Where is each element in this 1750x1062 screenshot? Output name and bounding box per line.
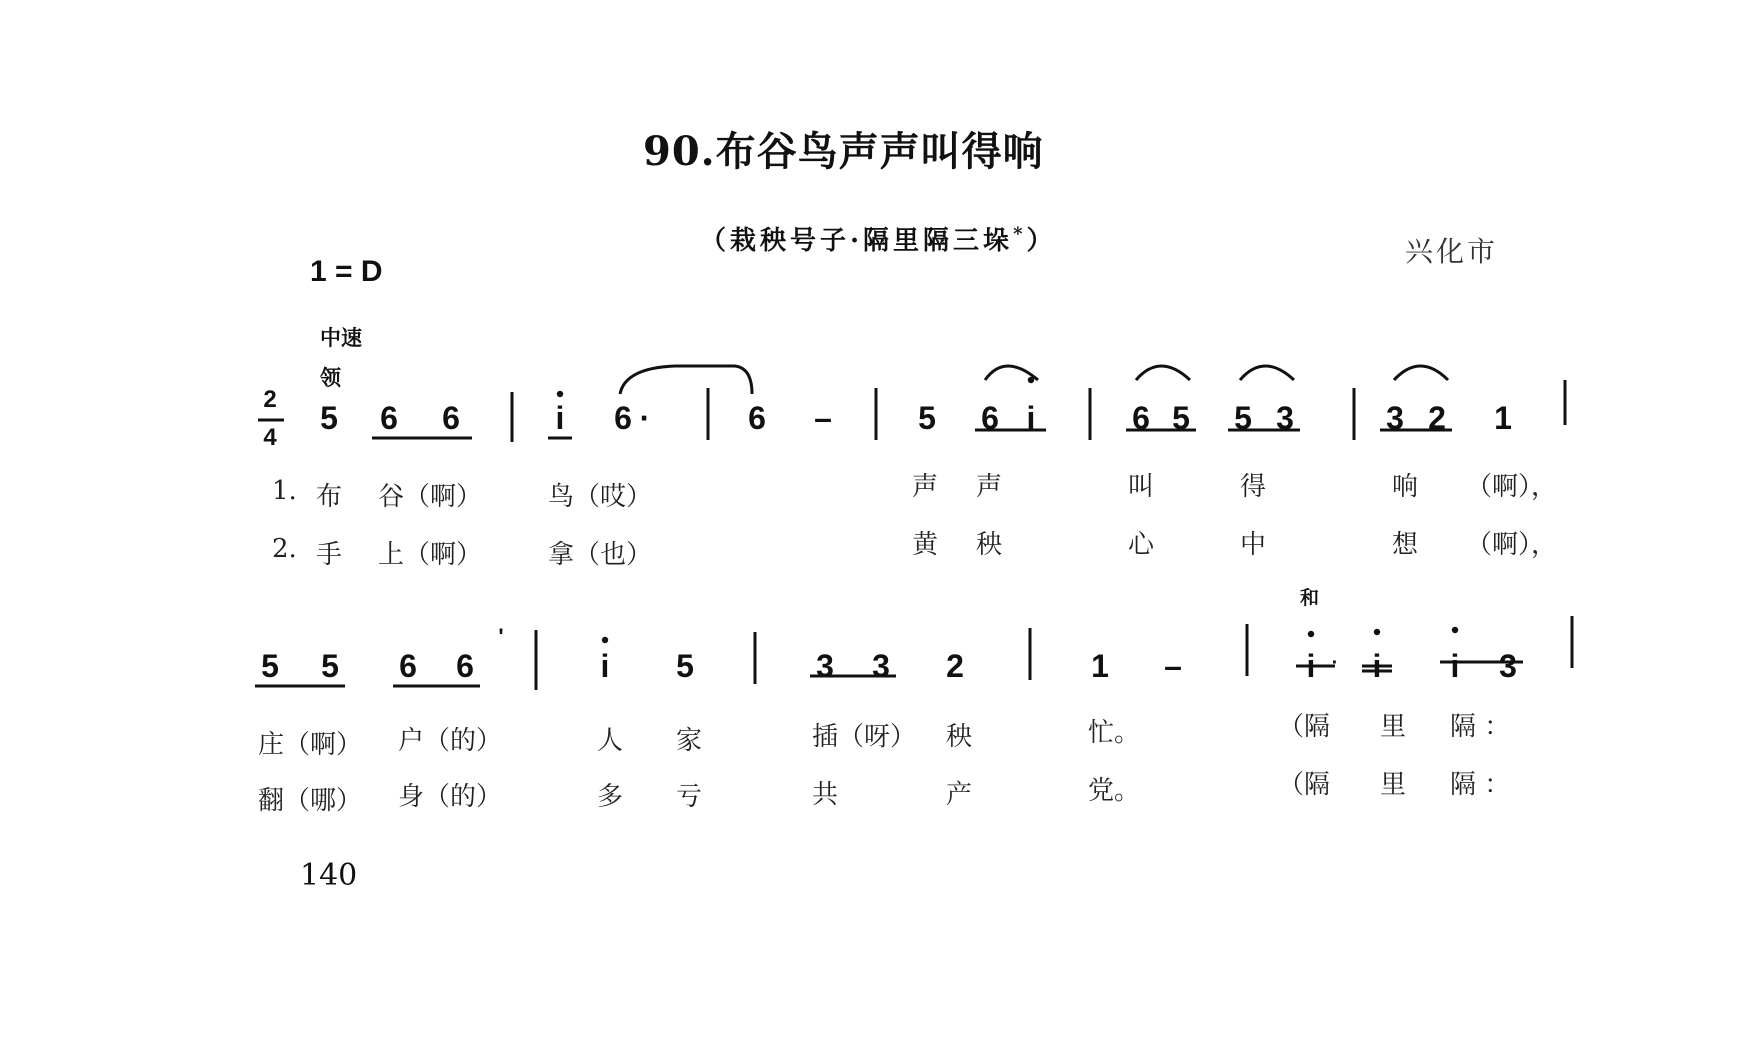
- lyric: （隔: [1278, 770, 1331, 800]
- note: 5: [321, 648, 339, 684]
- lyric: 手: [316, 540, 343, 570]
- note: 3: [1276, 400, 1294, 436]
- note: 6: [614, 400, 632, 436]
- lyric: 多: [597, 782, 624, 812]
- lyric: 里: [1380, 770, 1407, 800]
- lyric: 声: [912, 472, 939, 502]
- lyric: 隔 ：: [1450, 712, 1511, 742]
- slur: [1240, 366, 1294, 380]
- lyric: 产: [946, 780, 973, 810]
- note: 3: [872, 648, 890, 684]
- note: 6: [456, 648, 474, 684]
- note: 3: [1499, 648, 1517, 684]
- lyric: 声: [976, 472, 1003, 502]
- note: 6: [442, 400, 460, 436]
- note: 5: [261, 648, 279, 684]
- octave-dot: [602, 637, 608, 643]
- lyric: 拿（也）: [548, 540, 653, 570]
- note: i: [600, 648, 610, 684]
- lyric: 共: [812, 780, 839, 810]
- subtitle-text: （栽秧号子·隔里隔三垛: [700, 226, 1014, 256]
- note: 3: [1386, 400, 1404, 436]
- note: i: [1306, 648, 1316, 684]
- slur: [620, 366, 752, 394]
- page-number: 140: [300, 858, 358, 893]
- lyric: 人: [597, 726, 624, 756]
- note: 2: [1428, 400, 1446, 436]
- lyric: 得: [1240, 472, 1267, 502]
- lyric: 翻（哪）: [258, 786, 363, 816]
- lyric: 谷（啊）: [378, 482, 483, 512]
- lyric: 家: [676, 726, 703, 756]
- octave-dot: [1374, 629, 1380, 635]
- lead-label: 领: [320, 366, 341, 390]
- verse-number: 2.: [272, 534, 297, 564]
- slur: [1394, 366, 1448, 380]
- song-title: 90.布谷鸟声声叫得响: [643, 128, 1044, 175]
- lyric: 上（啊）: [378, 540, 483, 570]
- breath-mark: ': [498, 624, 504, 649]
- octave-dot: [1452, 627, 1458, 633]
- lyric: （隔: [1278, 712, 1331, 742]
- subtitle-close: ）: [1026, 226, 1057, 256]
- song-region: 兴化市: [1405, 235, 1499, 268]
- note: 1: [1091, 648, 1109, 684]
- note: i: [1372, 648, 1382, 684]
- verse-number: 1.: [272, 476, 297, 506]
- lyric: 心: [1128, 530, 1155, 560]
- note: 6: [981, 400, 999, 436]
- lyric: （啊），: [1466, 530, 1558, 560]
- note: 5: [1172, 400, 1190, 436]
- augmentation-dot: ·: [1331, 652, 1339, 674]
- lyric: 插（呀）: [812, 722, 917, 752]
- time-signature-top: 2: [263, 386, 277, 413]
- lyric: 身（的）: [398, 782, 503, 812]
- lyric: 隔 ：: [1450, 770, 1511, 800]
- octave-dot: [557, 391, 563, 397]
- tempo-marking: 中速: [320, 326, 362, 350]
- note: 1: [1494, 400, 1512, 436]
- lyric: 亏: [676, 782, 703, 812]
- note: 3: [816, 648, 834, 684]
- note: i: [1026, 400, 1036, 436]
- note: 6: [748, 400, 766, 436]
- lyric: 庄（啊）: [258, 730, 363, 760]
- octave-dot: [1308, 631, 1314, 637]
- lyric: 中: [1240, 530, 1267, 560]
- octave-dot: [1028, 377, 1034, 383]
- note: 5: [320, 400, 338, 436]
- lyric: 里: [1380, 712, 1407, 742]
- lyric: 布: [316, 482, 343, 512]
- lyric: 响: [1392, 472, 1419, 502]
- key-signature: 1 = D: [310, 255, 383, 288]
- lyric: 叫: [1128, 472, 1155, 502]
- chorus-label: 和: [1300, 587, 1320, 609]
- note: i: [555, 400, 565, 436]
- note: 5: [676, 648, 694, 684]
- lyric: 想: [1392, 530, 1419, 560]
- note: 6: [380, 400, 398, 436]
- lyric: 户（的）: [398, 726, 503, 756]
- slur: [1136, 366, 1190, 380]
- lyric: 黄: [912, 530, 939, 560]
- lyric: 秧: [976, 530, 1003, 560]
- dash: –: [1164, 648, 1182, 684]
- note: 5: [918, 400, 936, 436]
- lyric: 鸟（哎）: [548, 482, 653, 512]
- note: i: [1450, 648, 1460, 684]
- lyric: 秧: [946, 722, 973, 752]
- augmentation-dot: ·: [639, 400, 651, 436]
- note: 6: [1132, 400, 1150, 436]
- dash: –: [814, 400, 832, 436]
- lyric: 党。: [1088, 776, 1141, 806]
- lyric: 忙。: [1088, 718, 1141, 748]
- note: 5: [1234, 400, 1252, 436]
- subtitle-footnote-mark: *: [1013, 223, 1027, 245]
- time-signature-bottom: 4: [263, 424, 277, 451]
- note: 2: [946, 648, 964, 684]
- note: 6: [399, 648, 417, 684]
- lyric: （啊），: [1466, 472, 1558, 502]
